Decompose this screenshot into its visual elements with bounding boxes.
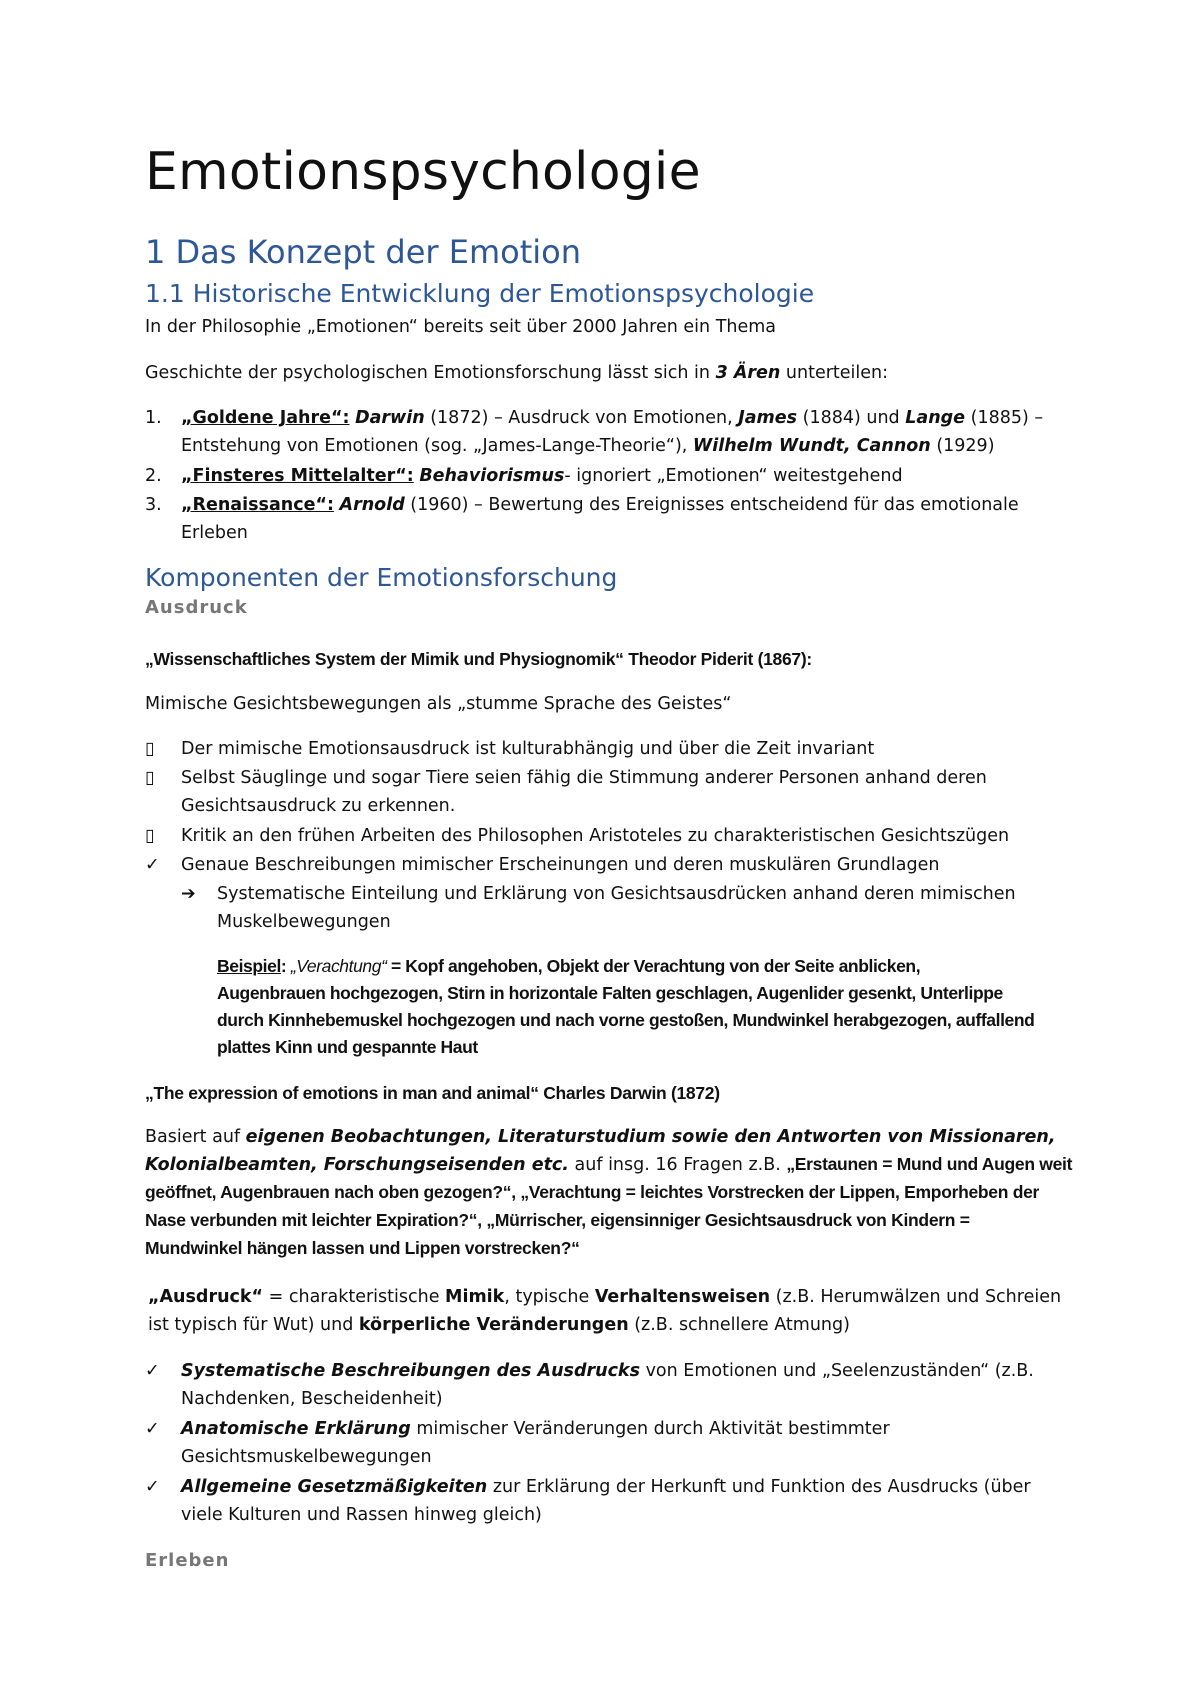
paragraph-philosophie: In der Philosophie „Emotionen“ bereits seit über 2000 Jahren ein Thema — [145, 317, 777, 337]
checkmark-icon: ✓ — [145, 855, 160, 875]
paragraph-geschichte: Geschichte der psychologischen Emotionsforschung lässt sich in 3 Ären unterteilen: — [145, 363, 889, 383]
checkmark-icon: ✓ — [145, 1477, 160, 1497]
example-block: Beispiel: „Verachtung“ = Kopf angehoben, Objekt der Verachtung von der Seite anblicken, Augenbrauen hochgezogen, Stirn in horizontale Falten geschlagen, Augenlider gesenkt, Unterlippe durch Kinnhebemuskel hochgezogen und nach vorne gestoßen, Mundwinkel herabgezogen, auffallend plattes Kinn und gespannte Haut — [217, 956, 1035, 1057]
bullet-box-icon: ▯ — [145, 826, 155, 846]
heading-1: 1 Das Konzept der Emotion — [145, 233, 581, 271]
bullet-box-icon: ▯ — [145, 768, 155, 788]
heading-erleben: Erleben — [145, 1550, 230, 1571]
document-title: Emotionspsychologie — [145, 142, 701, 202]
arrow-right-icon: ➔ — [181, 884, 196, 904]
heading-komponenten: Komponenten der Emotionsforschung — [145, 563, 618, 592]
paragraph-darwin: „The expression of emotions in man and animal“ Charles Darwin (1872) — [145, 1083, 720, 1103]
paragraph-mimische: Mimische Gesichtsbewegungen als „stumme Sprache des Geistes“ — [145, 694, 732, 714]
bullet-box-icon: ▯ — [145, 739, 155, 759]
list-number: 1. — [145, 408, 162, 428]
list-number: 3. — [145, 495, 162, 515]
heading-historische-entwicklung: 1.1 Historische Entwicklung der Emotionspsychologie — [145, 279, 815, 308]
list-number: 2. — [145, 466, 162, 486]
checkmark-icon: ✓ — [145, 1419, 160, 1439]
paragraph-ausdruck-definition: „Ausdruck“ = charakteristische Mimik, typische Verhaltensweisen (z.B. Herumwälzen und Schreien ist typisch für Wut) und körperliche Veränderungen (z.B. schnellere Atmung) — [148, 1287, 1062, 1335]
heading-ausdruck: Ausdruck — [145, 597, 248, 618]
paragraph-basiert: Basiert auf eigenen Beobachtungen, Literaturstudium sowie den Antworten von Missionaren, Kolonialbeamten, Forschungseisenden etc. auf insg. 16 Fragen z.B. „Erstaunen = Mund und Augen weit geöffnet, Augenbrauen nach oben gezogen?“, „Verachtung = leichtes Vorstrecken der Lippen, Emporheben der Nase verbunden mit leichter Expiration?“, „Mürrischer, eigensinniger Gesichtsausdruck von Kindern = Mundwinkel hängen lassen und Lippen vorstrecken?“ — [145, 1127, 1073, 1258]
checkmark-icon: ✓ — [145, 1361, 160, 1381]
paragraph-piderit: „Wissenschaftliches System der Mimik und Physiognomik“ Theodor Piderit (1867): — [145, 649, 812, 669]
